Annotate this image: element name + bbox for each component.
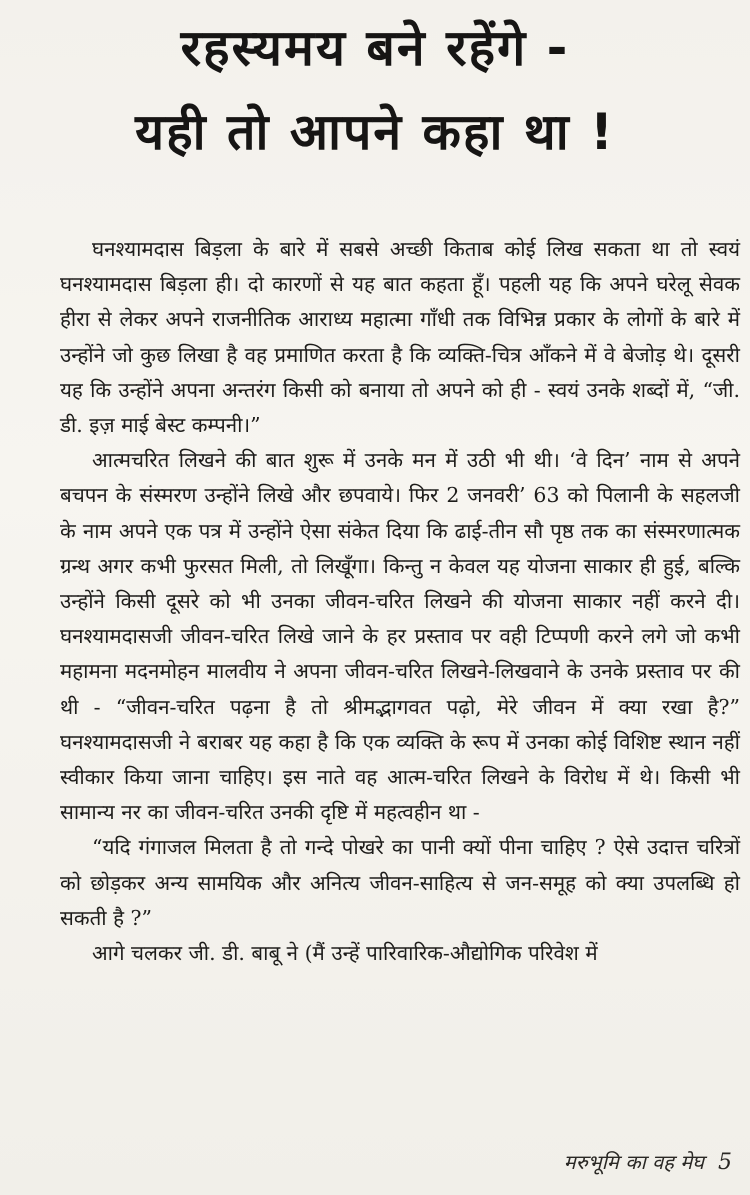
chapter-title-line-1: रहस्यमय बने रहेंगे - [180,19,570,77]
paragraph-4: आगे चलकर जी. डी. बाबू ने (मैं उन्हें पारिवारिक-औद्योगिक परिवेश में [92,941,598,966]
quote-paragraph: “यदि गंगाजल मिलता है तो गन्दे पोखरे का पानी क्यों पीना चाहिए ? ऐसे उदात्त चरित्रों को छोड़कर अन्य सामयिक और अनित्य जीवन-साहित्य से जन-समूह को क्या उपलब्धि हो सकती है ?” [60,835,740,930]
chapter-title-line-2: यही तो आपने कहा था ! [135,103,615,161]
page-number: 5 [718,1150,732,1175]
running-title: मरुभूमि का वह मेघ [563,1150,704,1174]
paragraph-1: घनश्यामदास बिड़ला के बारे में सबसे अच्छी किताब कोई लिख सकता था तो स्वयं घनश्यामदास बिड़ला ही। दो कारणों से यह बात कहता हूँ। पहली यह कि अपने घरेलू सेवक हीरा से लेकर अपने राजनीतिक आराध्य महात्मा गाँधी तक विभिन्न प्रकार के लोगों के बारे में उन्होंने जो कुछ लिखा है वह प्रमाणित करता है कि व्यक्ति-चित्र आँकने में वे बेजोड़ थे। दूसरी यह कि उन्होंने अपना अन्तरंग किसी को बनाया तो अपने को ही - स्वयं उनके शब्दों में, “जी. डी. इज़ माई बेस्ट कम्पनी।” [60,237,740,438]
paragraph-2: आत्मचरित लिखने की बात शुरू में उनके मन में उठी भी थी। ‘वे दिन’ नाम से अपने बचपन के संस्मरण उन्होंने लिखे और छपवाये। फिर 2 जनवरी’ 63 को पिलानी के सहलजी के नाम अपने एक पत्र में उन्होंने ऐसा संकेत दिया कि ढाई-तीन सौ पृष्ठ तक का संस्मरणात्मक ग्रन्थ अगर कभी फुरसत मिली, तो लिखूँगा। किन्तु न केवल यह योजना साकार ही हुई, बल्कि उन्होंने किसी दूसरे को भी उनका जीवन-चरित लिखने की योजना साकार नहीं करने दी। घनश्यामदासजी जीवन-चरित लिखे जाने के हर प्रस्ताव पर वही टिप्पणी करने लगे जो कभी महामना मदनमोहन मालवीय ने अपना जीवन-चरित लिखने-लिखवाने के उनके प्रस्ताव पर की थी - “जीवन-चरित पढ़ना है तो श्रीमद्भागवत पढ़ो, मेरे जीवन में क्या रखा है?” घनश्यामदासजी ने बराबर यह कहा है कि एक व्यक्ति के रूप में उनका कोई विशिष्ट स्थान नहीं स्वीकार किया जाना चाहिए। इस नाते वह आत्म-चरित लिखने के विरोध में थे। किसी भी सामान्य नर का जीवन-चरित उनकी दृष्टि में महत्वहीन था - [60,448,740,825]
page-footer [564,1148,732,1175]
body-text [60,232,740,971]
